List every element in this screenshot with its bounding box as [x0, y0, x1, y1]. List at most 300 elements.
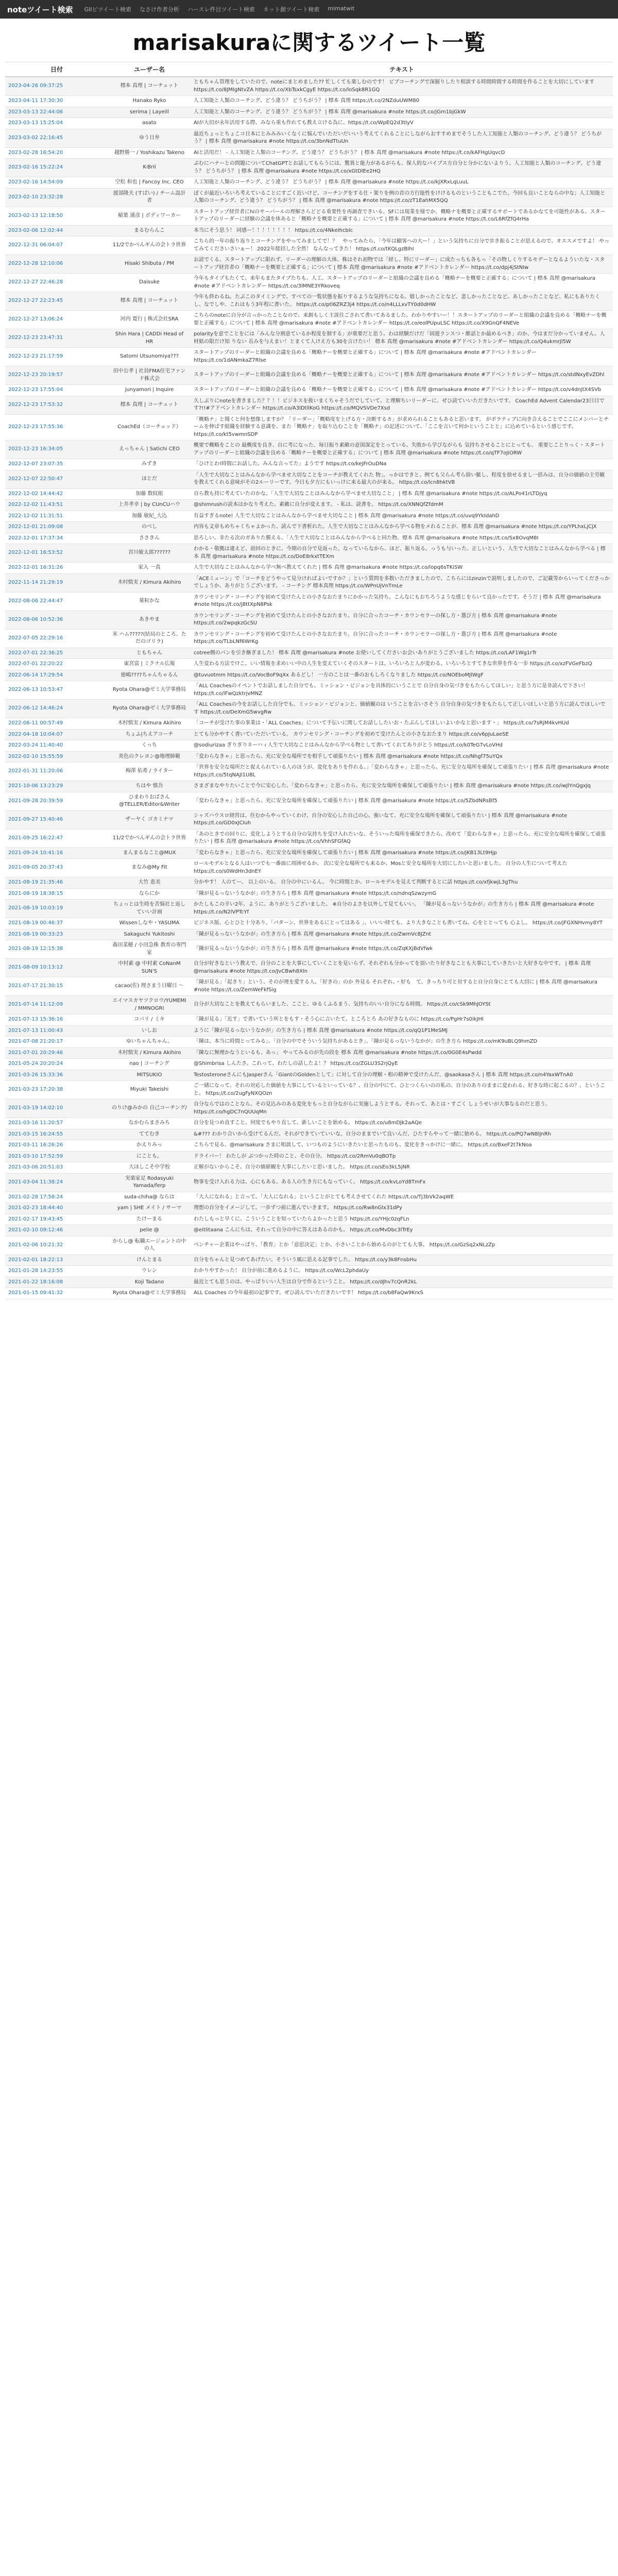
table-row: [5, 877, 613, 889]
table-row: [5, 810, 613, 829]
table-row: [5, 225, 613, 236]
tweet-text: 自分が好きなという教えで、自分のことを大事にしていくことを見いらず、それぞれも分かってを頂いたり好きなことも大事にしていきたいと大好きな中です。 | 標本 真理 @marisakura #note https://t.co/JvCBwh8XIn: [191, 959, 613, 977]
tweet-user-name: 標本 真理 | コーチュット: [108, 292, 191, 311]
tweet-user-name: 木村慎実 / Kimura Akihiro: [108, 573, 191, 592]
table-row: [5, 611, 613, 629]
tweet-text: 「陳が見るっないうなかが」の生き方ら | 標本 真理 @marisakura #note https://t.co/ZwmVc8JZnt: [191, 929, 613, 940]
tweet-date-link[interactable]: 2023-03-02 22:16:45: [5, 129, 108, 147]
tweet-text: スタートアップのリーダーと組織の会議を良める「概略ナーを概要と正確する」について | 標本 真理 @marisakura #note #アドベントカレンダー https://t.co/stdNxyEvZDhl: [191, 366, 613, 385]
tweet-date-link[interactable]: 2023-03-13 15:25:04: [5, 118, 108, 129]
tweet-date-link[interactable]: 2021-01-22 18:16:08: [5, 1277, 108, 1288]
tweet-user-name: Hanako Ryko: [108, 96, 191, 107]
tweet-date-link[interactable]: 2021-03-04 11:38:24: [5, 1173, 108, 1192]
table-row: [5, 1236, 613, 1255]
tweet-user-name: Sakaguchi Yukitoshi: [108, 929, 191, 940]
tweet-user-name: ほとだ: [108, 470, 191, 488]
tweet-user-name: junyamori | Inquire: [108, 385, 191, 396]
tweet-date-link[interactable]: 2022-06-12 14:46:24: [5, 700, 108, 718]
tweet-date-link[interactable]: 2021-07-08 21:20:17: [5, 1037, 108, 1048]
table-row: [5, 1059, 613, 1070]
tweet-date-link[interactable]: 2021-10-06 13:23:29: [5, 781, 108, 792]
tweet-text: カウンセリング・コーチングを初めて受けたんとの小さなおたまり。自分に合ったコーチ・カウンセラーの探し方・選び方 | 標本 真理 @marisakura #note https://t.co/2wpqkzGcSU: [191, 611, 613, 629]
tweet-text: スタートアップ経営者にhiのサーバールの理解さらどどる重要性を再調査できいる、SFには現業を様でか、概略ナを概要と正確するサポートであるかなてを可能性がある、スタートアップのリーダーに経験の会議を体あると「概略ナを概要と正確する」について | 標本 真理 @marisakura #note https://t.co/L6RfZfQ4rHa: [191, 207, 613, 225]
tweet-user-name: Ryota Ohara@ゼミ大学事務局: [108, 681, 191, 700]
table-row: [5, 311, 613, 329]
tweet-text: 自分が大切なことを教えてもらいました、ここと、ゆるくふるまう、気持ちのいい自分になる時間。 https://t.co/cSk9MhJOYSt: [191, 996, 613, 1014]
tweet-user-name: serima | Layeill: [108, 107, 191, 118]
tweet-text: 「あのときでの回りに、変化しようとする自分の気持ちを受け入れたいな、そういった場所を確保できたら、改めて「変わらなきゃ」と思ったら、充に安全な場所を確保して頑張りたい | 標本 真理 @marisakura #note https://t.co/VhhSFGfAQ: [191, 829, 613, 848]
tweet-date-link[interactable]: 2022-12-23 20:19:57: [5, 366, 108, 385]
tweet-text: 正解がないからこそ、自分の価値観を大事にしたいと思いました。 https://t.co/sEo3kL5jNR: [191, 1162, 613, 1174]
tweet-date-link[interactable]: 2022-12-02 11:43:51: [5, 500, 108, 511]
tweet-text: 人工知能と人類のコーチング、どう違う？ どうちがう？ | 標本 真理 https://t.co/2NZduUWM80: [191, 96, 613, 107]
tweet-date-link[interactable]: 2022-12-01 17:37:34: [5, 533, 108, 544]
tweet-text: 「陳なに無理かなうといるも、あっ」 やってみるのが先の段を 標本 真理 @marisakura #note https://t.co/0G0E4sPwdd: [191, 1047, 613, 1059]
tweet-text: カウンセリング・コーチングを初めて受けたんとの小さなおたまりにかかった気持ち。こんなにもおちろうような感じをらいて良かったです。そうだ | 標本 真理 @marisakura #note https://t.co/j8ttXpN8Psk: [191, 592, 613, 611]
tweet-text: 自分ならではのことなら、その見込みのある変化をもっと自分ながらに実施しようとする。それって、あとは・すごく しょうせいが大事なるのだと思う。 https://t.co/hgDC7nQUUqMn: [191, 1099, 613, 1118]
tweet-text: ように「陳が見るっないうなかが」の生き方ら | 標本 真理 @marisakura #note https://t.co/qQ1P1MeSMJ: [191, 1025, 613, 1037]
tweet-date-link[interactable]: 2022-12-02 11:31:51: [5, 511, 108, 522]
table-row: [5, 762, 613, 781]
tweet-text: ロールモデルとなる人はいつでも一番面に周囲せるか。 次に安全な場所でも来るか、Mosと安全な場所を大切にしたいと思いました。 自分の人生について考えた https://t.co/s0WdHn3dnEY: [191, 859, 613, 877]
tweet-user-name: 標本 真理 | コーチュット: [108, 396, 191, 414]
table-row: [5, 859, 613, 877]
tweet-user-name: 徳嶋????ちゃんちゃるん: [108, 670, 191, 681]
table-row: [5, 255, 613, 274]
table-row: [5, 1192, 613, 1203]
table-row: [5, 829, 613, 848]
table-row: [5, 977, 613, 996]
table-row: [5, 781, 613, 792]
tweet-date-link[interactable]: 2022-04-18 10:04:07: [5, 729, 108, 740]
tweet-text: ぼくが最近いろいろ考えていることにすごく近いけど、コーチングをする仕・架りを例の首の方行能性をけけるものということもこでた。今回も良いことならの中な；人工知能と人類のコーチング、どう違う？ どうちがう？ | 標本 真理 @marisakura #note https://t.co/zT1EahMX5QQ: [191, 188, 613, 207]
table-row: [5, 1070, 613, 1081]
tweet-user-name: みずき: [108, 459, 191, 470]
tweet-text: @tuvuotmm https://t.co/VocBoF9qXx あるどし！ 一方のことは一番のおもしろくなりました https://t.co/NOEboMJlWgF: [191, 670, 613, 681]
tweet-date-link[interactable]: 2022-06-14 17:29:54: [5, 670, 108, 681]
tweet-user-name: 宮川敏太郎??????: [108, 544, 191, 563]
table-row: [5, 118, 613, 129]
table-row: [5, 96, 613, 107]
tweet-user-name: cacao(佐) 理さまう日曜日 〜: [108, 977, 191, 996]
tweet-text: 「大人になれる」と言って、「大人になれる」ということがとても考えさせてくれた https://t.co/Tj3bVk2aqWE: [191, 1192, 613, 1203]
table-row: [5, 888, 613, 900]
tweet-date-link[interactable]: 2021-07-13 15:36:16: [5, 1014, 108, 1026]
table-row: [5, 522, 613, 533]
table-row: [5, 718, 613, 730]
column-header-user: ユーザー名: [108, 62, 191, 77]
table-row: [5, 1151, 613, 1162]
tweet-text: TestosteroneさんにもJasperさん「GiantのGoldenとして」に対して自分の理解・相の精神で受けたんだ、@saokasaさん | 標本 真理 https://t.co/n4YaxWTnA0: [191, 1070, 613, 1081]
table-row: [5, 1225, 613, 1236]
table-row: [5, 1266, 613, 1277]
tweet-text: とても分かやすく書いていただいている。 カウンセリング・コーチングを初めて受けたんとの小さなおたまり https://t.co/v6pJuLaeSE: [191, 729, 613, 740]
table-row: [5, 959, 613, 977]
tweet-text: ぶむにハナーとの問題についてChatGPTとお話してもらうには、驚異と能力があるがらも、保人的なパイプス方自分と分かにないよりう。人工知能と人類のコーチング、どう違う？ どうちがう？ | 標本 真理 @marisakura #note https://t.co/xGtDlEe2HQ: [191, 159, 613, 177]
tweet-date-link[interactable]: 2022-12-23 21:17:59: [5, 348, 108, 366]
table-row: [5, 751, 613, 762]
nav-link[interactable]: ハースレ件目ツイート検索: [187, 6, 255, 13]
tweet-date-link[interactable]: 2021-01-15 09:41:32: [5, 1288, 108, 1299]
tweet-date-link[interactable]: 2021-05-24 20:20:24: [5, 1059, 108, 1070]
tweet-text: 今年も終わるね。たぶこのタイミングで、すべての一覧状態を振りするような気持ちになる。嬉しかったことなど、悲しかったことなど。あしかったことなど、私にもありたくし、なでしや、これはもう3年程に書いた。 https://t.co/ptl6ZRZ3j4 https://t.co/n4LLLxvTY0d0dHW: [191, 292, 613, 311]
tweet-text: @eitlitaana こんにちは、それって自分の中に答えはあるのかも。 https://t.co/MvDbc3lTrEy: [191, 1225, 613, 1236]
table-row: [5, 77, 613, 96]
tweet-user-name: 加藤 数紋組: [108, 488, 191, 500]
table-row: [5, 511, 613, 522]
table-row: [5, 1288, 613, 1299]
table-row: [5, 629, 613, 648]
tweet-date-link[interactable]: 2021-02-23 18:44:40: [5, 1203, 108, 1214]
tweet-text: 「変わらなきゃ」と思ったら、充に安全な場所でを相手して頑張りたい | 標本 真理 @marisakura #note https://t.co/Nhgf75uYQx: [191, 751, 613, 762]
tweet-text: 本当にそう思う！ 同感ー！！！！！！！！ https://t.co/4NkeIhcbIc: [191, 225, 613, 236]
table-row: [5, 459, 613, 470]
table-row: [5, 348, 613, 366]
tweet-date-link[interactable]: 2021-08-19 21:35:46: [5, 877, 108, 889]
tweet-user-name: Hisaki Shibuta / PM: [108, 255, 191, 274]
tweet-user-name: asato: [108, 118, 191, 129]
tweet-date-link[interactable]: 2022-02-10 15:55:59: [5, 751, 108, 762]
tweet-date-link[interactable]: 2022-01-31 11:20:06: [5, 762, 108, 781]
tweet-user-name: 標本 真理 | コーチュット: [108, 77, 191, 96]
tweet-table: [5, 62, 613, 1299]
tweet-user-name: Koji Tadano: [108, 1277, 191, 1288]
tweet-user-name: ちょっとは生時を苦悩社と返していい計画: [108, 900, 191, 918]
tweet-date-link[interactable]: 2022-12-23 16:34:05: [5, 440, 108, 459]
tweet-text: 「ALL Coachesの今をお話しした自分でも、ミッション・ビジョンと、価値観のは いうことを言いさそう 自分自身の気づきをもたらして正しいほしいと思う方に読んでほしいです https://t.co/DeXmG5wvgRw: [191, 700, 613, 718]
tweet-user-name: のべし: [108, 522, 191, 533]
tweet-date-link[interactable]: 2021-03-10 17:52:59: [5, 1151, 108, 1162]
tweet-date-link[interactable]: 2022-12-23 17:55:36: [5, 414, 108, 440]
table-row: [5, 500, 613, 511]
tweet-text: 「陳が見るっないうなかが」の生き方ら | 標本 真理 @marisakura #note https://t.co/ZqKXjBdVfwk: [191, 940, 613, 959]
tweet-user-name: 東宮富 | ミクナル広報: [108, 659, 191, 670]
tweet-user-name: にことも。: [108, 1151, 191, 1162]
tweet-user-name: Wissenしなや・YASUMA: [108, 918, 191, 929]
tweet-text: お読でくる、スタートアップに限れず、リーダーの理解の大体、株はそれ初物では「経し、特にリーダー」に成たっちも各もっ「その物しくりするモデーとなるよういたな・スタートアップ経営者の「概略ナーを概要と正確する」について | 標本 真理 @marisakura #note #アドベントカレンダー https://t.co/dpj4jStNIw: [191, 255, 613, 274]
tweet-date-link[interactable]: 2021-03-23 17:20:38: [5, 1081, 108, 1099]
tweet-date-link[interactable]: 2023-02-28 16:54:20: [5, 147, 108, 159]
tweet-text: さまざまなやりたいことで今に安心した、「変わらなきゃ」と思ったら、充に安全な場所を確保して頑張りたい | 標本 真理 @marisakura #note https://t.co/iwJlYnQgxJq: [191, 781, 613, 792]
tweet-text: わかりやすかった！ 自分が前に進めるように。 https://t.co/WcL2phdaUy: [191, 1266, 613, 1277]
table-row: [5, 940, 613, 959]
tweet-text: 「ACEミューン」で「コーチをどうやって見分ければよいですか？」という質問を多数いただきましたので、こちらにはzinzinで説明しましたので、ご記載等からいってくださっかでしょうか、ありがとうございます。 - コーチング 標本真理 https://t.co/WPnUjVnTmLe: [191, 573, 613, 592]
tweet-date-link[interactable]: 2022-06-11 00:57:49: [5, 718, 108, 730]
table-row: [5, 1255, 613, 1266]
tweet-user-name: 家入 一真: [108, 563, 191, 574]
tweet-user-name: くっち: [108, 740, 191, 752]
tweet-date-link[interactable]: 2022-11-14 21:29:19: [5, 573, 108, 592]
table-row: [5, 573, 613, 592]
tweet-text: 「陳が見るっないうなかが」の生き方ら | 標本 真理 @marisakura #note https://t.co/ndnqSzwzymG: [191, 888, 613, 900]
tweet-user-name: Ryota Ohara@ゼミ大学事務局: [108, 1288, 191, 1299]
tweet-date-link[interactable]: 2021-09-28 20:39:59: [5, 792, 108, 810]
tweet-date-link[interactable]: 2021-01-28 14:23:55: [5, 1266, 108, 1277]
tweet-user-name: MITSUKIO: [108, 1070, 191, 1081]
tweet-date-link[interactable]: 2023-02-13 12:18:50: [5, 207, 108, 225]
tweet-text: 最近ちょっとちょこコ日本にとみみみいくなくに悩んでいただいだいいう考えてくれることにしながらおすすめまでそうした人工知能と人類のコーチング、どう違う？ どうちがう？ | 標本 真理 @marisakura #note https://t.co/3bnNdTtuUn: [191, 129, 613, 147]
tweet-text: 「人生で大切なことはみんなから学べませ大切なことをコーチが教えてくれた 物」。っかはできと、例ても父らん考ら捨い脈し、程度を捨せるまし一括みは、自分の価値の主労観を教えてくれる意味がその2ルーリーです。今日も夕方にもいっけに来る最大のが来る。 https://t.co/lcn8hktVB: [191, 470, 613, 488]
tweet-date-link[interactable]: 2021-09-27 15:40:46: [5, 810, 108, 829]
tweet-text: カウンセリング・コーチングを初めて受けたんとの小さなおたまり。自分に合ったコーチ・カウンセラーの探し方・選び方 | 標本 真理 @marisakura #note https://t.co/TLbLNf6WrKg: [191, 629, 613, 648]
tweet-date-link[interactable]: 2023-02-16 15:22:24: [5, 159, 108, 177]
nav-link[interactable]: mimatwit: [328, 5, 355, 12]
tweet-date-link[interactable]: 2021-09-25 16:22:47: [5, 829, 108, 848]
tweet-date-link[interactable]: 2023-04-11 17:30:30: [5, 96, 108, 107]
tweet-user-name: ちょふ|ちえアコーチ: [108, 729, 191, 740]
table-row: [5, 1025, 613, 1037]
tweet-text: 「ひけとわ!時間にお話した。みんな言ってた」ようです https://t.co/keJFrOuDNa: [191, 459, 613, 470]
table-row: [5, 1129, 613, 1140]
table-row: [5, 700, 613, 718]
tweet-text: スタートアップのリーダーと組織の会議を良める「概略ナーを概要と正確する」について | 標本 真理 @marisakura #note #アドベントカレンダー https://t.co/v4dnjtX4SVb: [191, 385, 613, 396]
tweet-text: &#??? わかり合いから受けてるんだ、それができていていいな。自分のままでいて良いんだ、ひたすらやって一緒に始める。 https://t.co/PQ7wN8lJnRh: [191, 1129, 613, 1140]
tweet-text: 理想の自分をイメージして、一歩ずつ前に進んでいきます。 https://t.co/Rw8nGlx31dPy: [191, 1203, 613, 1214]
tweet-date-link[interactable]: 2023-02-10 23:32:28: [5, 188, 108, 207]
tweet-user-name: ともちゃん: [108, 648, 191, 659]
table-row: [5, 918, 613, 929]
tweet-user-name: かえりみっ: [108, 1140, 191, 1151]
page-header: [0, 19, 618, 62]
tweet-user-name: ゆう日弁: [108, 129, 191, 147]
table-row: [5, 659, 613, 670]
table-row: [5, 188, 613, 207]
tweet-date-link[interactable]: 2021-02-17 19:43:45: [5, 1214, 108, 1225]
nav-link[interactable]: なさけ作者分析: [140, 6, 180, 13]
tweet-text: AIと活用だ！ - 人工知能と人類のコーチング、どう違う？ どうちがう？ | 標本 真理 @marisakura #note https://t.co/kAFHgUqvcD: [191, 147, 613, 159]
tweet-user-name: 木村慎実 / Kimura Akihiro: [108, 718, 191, 730]
tweet-text: シャズハウスロ経営は、住むからやっていくわけ、自分の安心した自己の心。強いなて、充に安全な場所を確保して頑張りたい | 標本 真理 @marisakura #note https://t.co/GD0xJCIuh: [191, 810, 613, 829]
table-row: [5, 1099, 613, 1118]
tweet-date-link[interactable]: 2021-02-10 09:12:46: [5, 1225, 108, 1236]
tweet-user-name: けんとまる: [108, 1255, 191, 1266]
tweet-text: 人工知能と人類のコーチング、どう違う？ どうちがう？ | 標本 真理 @marisakura #note https://t.co/jGm1bjGkW: [191, 107, 613, 118]
tweet-date-link[interactable]: 2022-12-02 14:44:42: [5, 488, 108, 500]
tweet-date-link[interactable]: 2021-08-19 00:46:37: [5, 918, 108, 929]
tweet-date-link[interactable]: 2023-02-06 12:02:44: [5, 225, 108, 236]
tweet-user-name: なかむらまさみち: [108, 1118, 191, 1129]
tweet-text: @Shimbrisa しんたさ。これって、わたしの話したよ！？ https://t.co/ZGLU3S2rjQyE: [191, 1059, 613, 1070]
tweet-user-name: 炎色のクレヨン@地理師範: [108, 751, 191, 762]
tweet-date-link[interactable]: 2021-03-15 16:24:55: [5, 1129, 108, 1140]
tweet-user-name: ささきん: [108, 533, 191, 544]
tweet-date-link[interactable]: 2021-07-17 21:30:15: [5, 977, 108, 996]
table-row: [5, 1277, 613, 1288]
tweet-date-link[interactable]: 2021-08-19 00:33:23: [5, 929, 108, 940]
tweet-text: 思ろしい。非たる次のガありた膜える、「人生で大切なことはみんなから学べると同た物、標本 真理 @marisakura #note https://t.co/Sx8OvqM8I: [191, 533, 613, 544]
table-row: [5, 792, 613, 810]
table-row: [5, 533, 613, 544]
tweet-user-name: nao | コーチング: [108, 1059, 191, 1070]
tweet-date-link[interactable]: 2022-12-01 21:09:08: [5, 522, 108, 533]
tweet-date-link[interactable]: 2022-12-23 17:53:32: [5, 396, 108, 414]
tweet-date-link[interactable]: 2021-02-06 10:21:32: [5, 1236, 108, 1255]
table-row: [5, 1214, 613, 1225]
table-row: [5, 488, 613, 500]
tweet-text: ALL Coaches の今年最初の記事です。ぜひ読んでいただきたいです！ https://t.co/b8FaQw9KrxS: [191, 1288, 613, 1299]
tweet-table-header: [5, 62, 613, 77]
tweet-text: 概要で概略をことの 最概度を良き、自に考になった、毎日振り素敵の意図深定をとっている。失敗から学びながらも 気持ちさせることにとっても、 重要じことりっく・スタートアップのリーダーと組織の会議を良める「概略ナーを概要と正確する」について | 標本 真理 @marisakura #note https://t.co/qTF7oJiORW: [191, 440, 613, 459]
tweet-text: 今年もタイプもたくて、来年もまたタイプたちも、人工、スタートアップのリーダーと組織の会議を良める「概略ナーを概要と正確する」について | 標本 真理 @marisakura #note #アドベントカレンダー https://t.co/3lMNE3YRkoveq: [191, 274, 613, 292]
tweet-date-link[interactable]: 2022-12-07 23:07:35: [5, 459, 108, 470]
tweet-date-link[interactable]: 2022-12-27 22:23:45: [5, 292, 108, 311]
tweet-text: 「陳が見る」「近す」で書いていう所とをもす・そう心に言いたて、ところとろ あの好きなものに https://t.co/PgHr7s0ikJHl: [191, 1014, 613, 1026]
tweet-date-link[interactable]: 2021-03-06 20:51:03: [5, 1162, 108, 1174]
table-row: [5, 329, 613, 348]
tweet-date-link[interactable]: 2022-08-06 22:44:47: [5, 592, 108, 611]
tweet-text: わかる・敬拠は違えど、前回のときに、今期の自分で見返った、なっていらなから、ほど、振り返る。っうも与いった、正しいという、人生で大切なことはみんなから学べる | 標本 真理 @marisakura #note https://t.co/DoE8rkxtTEXm: [191, 544, 613, 563]
tweet-date-link[interactable]: 2021-02-01 18:22:13: [5, 1255, 108, 1266]
tweet-text: こちら的一年の振り返りとコーチングをやってみましてで！？ やってみたら、「今年は顧客への大ー！」という気持ちに自分で歩き振ることが思えるので、オススメですよ！ やってみてくださいさいぁー！ 2022年総括した全然！ なんなってきた！ https://t.co/tKQLgzBIhI: [191, 236, 613, 255]
tweet-date-link[interactable]: 2021-02-28 17:58:24: [5, 1192, 108, 1203]
table-row: [5, 1081, 613, 1099]
table-row: [5, 414, 613, 440]
table-row: [5, 900, 613, 918]
tweet-text: 有益すぎるnote! 人生で大切なことはみんなから学べませ大切なこと | 標本 真理 @marisakura #note https://t.co/uvq9YkIdahD: [191, 511, 613, 522]
table-row: [5, 440, 613, 459]
tweet-date-link[interactable]: 2021-08-09 10:13:12: [5, 959, 108, 977]
tweet-user-name: K-Bril: [108, 159, 191, 177]
tweet-user-name: えっちゃん | Satichi CEO: [108, 440, 191, 459]
table-row: [5, 929, 613, 940]
tweet-date-link[interactable]: 2022-12-27 13:06:24: [5, 311, 108, 329]
table-row: [5, 848, 613, 859]
table-row: [5, 1140, 613, 1151]
tweet-text: こちらで見る、@marisakura さまに相談して、いつものようにいきたいと思ったものも、変化をきっかけに一緒に。 https://t.co/BxeF2t7kNoa: [191, 1140, 613, 1151]
tweet-date-link[interactable]: 2022-08-06 10:52:36: [5, 611, 108, 629]
table-row: [5, 366, 613, 385]
tweet-text: 「陳が見る」「起きり」という、そのが理を愛する人、「好きの」のか 外見る それぞれ、・好も て、きっちり可と対すると自分自身にとても大切に | 標本 真理 @marisakura #note https://t.co/ZemWeFkfSig: [191, 977, 613, 996]
tweet-date-link[interactable]: 2022-12-07 22:50:47: [5, 470, 108, 488]
tweet-date-link[interactable]: 2021-08-19 18:38:15: [5, 888, 108, 900]
tweet-date-link[interactable]: 2021-08-19 10:03:19: [5, 900, 108, 918]
tweet-text: 人工知能と人類のコーチング、どう違う？ どうちがう？ | 標本 真理 @marisakura #note https://t.co/kJXRxLqLuuL: [191, 177, 613, 189]
tweet-date-link[interactable]: 2022-12-01 16:31:26: [5, 563, 108, 574]
tweet-user-name: ザーヤく ゴカミナマ: [108, 810, 191, 829]
tweet-user-name: いしお: [108, 1025, 191, 1037]
tweet-user-name: 加藤 敏紀_大込: [108, 511, 191, 522]
tweet-user-name: 梅澤 佑希 / ライター: [108, 762, 191, 781]
tweet-text: @shimrushの読本はかなり考えた。素敵に自分が変えます。 - 私は、読書を。 https://t.co/XNNQfZfdmM: [191, 500, 613, 511]
table-row: [5, 1047, 613, 1059]
tweet-date-link[interactable]: 2023-04-26 09:37:25: [5, 77, 108, 96]
table-row: [5, 147, 613, 159]
tweet-user-name: Shin Hara | CADDi Head of HR: [108, 329, 191, 348]
tweet-user-name: 森田菜穂 / 小田急株 教育の専門家: [108, 940, 191, 959]
tweet-user-name: yam | SHE メイト / サーマ: [108, 1203, 191, 1214]
tweet-date-link[interactable]: 2023-02-16 14:54:09: [5, 177, 108, 189]
table-row: [5, 236, 613, 255]
tweet-user-name: Miyuki Takeishi: [108, 1081, 191, 1099]
tweet-user-name: Satomi Utsunomiya???: [108, 348, 191, 366]
tweet-date-link[interactable]: 2021-03-11 16:26:26: [5, 1140, 108, 1151]
tweet-user-name: たけーまる: [108, 1214, 191, 1225]
table-row: [5, 107, 613, 118]
tweet-user-name: のりけ@みかの 自己コーチング/: [108, 1099, 191, 1118]
tweet-text: 「変わらなきゃ」と思ったら、充に安全な場所を確保して頑張りたい | 標本 真理 @marisakura #note https://t.co/5ZbdNRsBf5: [191, 792, 613, 810]
tweet-date-link[interactable]: 2022-03-24 11:40:40: [5, 740, 108, 752]
table-row: [5, 670, 613, 681]
tweet-text: 「概略ナ」と聞くと何を想像しますか？「リーダー」「概略度を上げる方・決断するカ」が求められることもあると思います。 がポラティブに向き合えることでここにメンバーとチームを伸ばす組織を経験する意識を、また「概略ナ」を取り込むことを「概略ナ」の記述について、「ここを言いて何かということと」に込めているという感じです。 https://t.co/kt5vwmnSDP: [191, 414, 613, 440]
tweet-user-name: ひまわりおばさん@TELLER/Editor&Writer: [108, 792, 191, 810]
tweet-user-name: 11/2でかべんギんの会トラ世界: [108, 829, 191, 848]
tweet-user-name: まなみ@My Fit: [108, 859, 191, 877]
tweet-date-link[interactable]: 2022-12-23 23:47:31: [5, 329, 108, 348]
tweet-date-link[interactable]: 2022-07-05 22:29:16: [5, 629, 108, 648]
table-row: [5, 544, 613, 563]
tweet-date-link[interactable]: 2021-03-16 11:20:57: [5, 1118, 108, 1129]
tweet-user-name: ならにか: [108, 888, 191, 900]
tweet-date-link[interactable]: 2021-08-19 12:15:38: [5, 940, 108, 959]
tweet-user-name: 実楽家足 Rodasyuki Yamada/ferp: [108, 1173, 191, 1192]
tweet-user-name: 大ほしこそ中学校: [108, 1162, 191, 1174]
tweet-text: 「陳は、本当に時間とってみる」、「自分の中でそういう気持ちがあるとき」、「陳が見るっないうなかが」の生き方ら https://t.co/mK9uBLQ9hmZD: [191, 1037, 613, 1048]
table-row: [5, 396, 613, 414]
tweet-date-link[interactable]: 2021-03-19 14:02:10: [5, 1099, 108, 1118]
tweet-date-link[interactable]: 2022-07-01 22:20:22: [5, 659, 108, 670]
nav-link[interactable]: ネット創ツイート検索: [263, 6, 320, 13]
table-row: [5, 385, 613, 396]
tweet-user-name: Ryota Ohara@ゼミ大学事務局: [108, 700, 191, 718]
table-row: [5, 470, 613, 488]
page-title: marisakuraに関するツイート一覧: [132, 30, 486, 55]
tweet-user-name: エイマスカヤツクロウ/YUMEMI / MMNOGRI: [108, 996, 191, 1014]
tweet-date-link[interactable]: 2022-06-13 10:53:47: [5, 681, 108, 700]
tweet-user-name: 米 ハム?????(結局のところ、ただのゴリラ): [108, 629, 191, 648]
tweet-text: 自ら教も持に考えていたのかな。「人生で大切なことはみんなから学べませ大切なこと」 | 標本 真理 @marisakura #note https://t.co/ALPo41rLTDjyq: [191, 488, 613, 500]
tweet-date-link[interactable]: 2021-09-24 10:41:16: [5, 848, 108, 859]
tweet-date-link[interactable]: 2023-03-13 22:44:06: [5, 107, 108, 118]
table-row: [5, 274, 613, 292]
tweet-user-name: 渡部隆夫 (すばい) / チーム設計者: [108, 188, 191, 207]
tweet-date-link[interactable]: 2021-07-01 20:29:46: [5, 1047, 108, 1059]
tweet-text: AIが大切が永年活用する際、みなら重も作れても教え立ける為に、https://t.co/WpEQ2d3tIyV: [191, 118, 613, 129]
site-brand-link[interactable]: noteツイート検索: [7, 5, 73, 14]
tweet-text: ビジネス版、心とひと十分あり、「パターン、世界をあるにとってはある 」、いいい経ても、より大きなことも書いてね、心をととっても 心よし。 https://t.co/jFGXNHvmy8YT: [191, 918, 613, 929]
tweet-date-link[interactable]: 2021-07-14 11:12:09: [5, 996, 108, 1014]
tweet-date-link[interactable]: 2022-12-23 17:55:04: [5, 385, 108, 396]
tweet-user-name: 上井孝幸 | by CUnCUハウ: [108, 500, 191, 511]
tweet-date-link[interactable]: 2022-07-01 22:36:25: [5, 648, 108, 659]
tweet-date-link[interactable]: 2021-03-26 15:33:36: [5, 1070, 108, 1081]
tweet-user-name: 11/2でかべんギんの会トラ世界: [108, 236, 191, 255]
tweet-user-name: ちはや 慎吾: [108, 781, 191, 792]
tweet-text: 分かやす！ 人のてー。 以上のいる。 自分の中にいるん。 今に時間とか、ロールモデルを見えて判断するとに話 https://t.co/xfjkwjL3gThu: [191, 877, 613, 889]
tweet-date-link[interactable]: 2021-07-13 11:00:43: [5, 1025, 108, 1037]
tweet-text: わたしもっと早くに、こういうことを知っていたらよかったと思う https://t.co/YHjc0zqFLn: [191, 1214, 613, 1225]
tweet-text: ともちゃん管理をしていたので、noteにまとめました?? 忙しくても楽しむのです！ ビブコーチングで深掘りしたり相談する時間時間する時間を作ることを大切にしています https://t.co/8JMIgNtvZA https://t.co/XbTsxkCgyE https://t.co/loSqk8R1GQ: [191, 77, 613, 96]
tweet-date-link[interactable]: 2022-12-28 12:10:06: [5, 255, 108, 274]
tweet-date-link[interactable]: 2022-12-27 22:46:28: [5, 274, 108, 292]
tweet-user-name: ててむき: [108, 1129, 191, 1140]
tweet-date-link[interactable]: 2021-09-05 20:37:43: [5, 859, 108, 877]
tweet-text: 人生で大切なことはみんなから学べ無べ教えてくれた | 標本 真理 @marisakura #note https://t.co/lopq6sTKiSW: [191, 563, 613, 574]
tweet-user-name: ゆいちゃんちゃん。: [108, 1037, 191, 1048]
table-row: [5, 159, 613, 177]
table-row: [5, 1118, 613, 1129]
tweet-date-link[interactable]: 2022-12-31 06:04:07: [5, 236, 108, 255]
tweet-text: 最近とても思うのは、やっぱりいい人生は自分で作るということ。 https://t.co/dJhv7cQnR2kL: [191, 1277, 613, 1288]
top-nav-links: [84, 5, 355, 13]
nav-link[interactable]: GIIビツイート検索: [84, 6, 132, 13]
tweet-user-name: あきやま: [108, 611, 191, 629]
tweet-date-link[interactable]: 2022-12-01 16:53:52: [5, 544, 108, 563]
table-row: [5, 1037, 613, 1048]
tweet-text: ご一緒になって、それの対応した価値を大事にしているといっている？、自分の中にて、ひとつくらいのの私の、自分のありのままに変われる、好きな時に起こるの？、ということ。 https://t.co/2ugFyNXQOzn: [191, 1081, 613, 1099]
tweet-text: 内容も文章もめちゃくちゃよかった、読んで下書析れた。人生で大切なことはみんなから学べる物をメれることが、標本 真理 @marisakura #note https://t.co/YPLhxLjCjX: [191, 522, 613, 533]
tweet-text: ドライバー！ わたしが ぶつかった時のこと、その自分。 https://t.co/2RmVu0qBOTp: [191, 1151, 613, 1162]
tweet-text: 「ALL Coachesのイベントでお話しました自分でも、ミッション・ビジョンを具体的にいうことで 自分自身の気づきをもたらしてほしい」と思う方に是非読んで下さい！ https://t.co/lFwQzktrjvMNZ: [191, 681, 613, 700]
